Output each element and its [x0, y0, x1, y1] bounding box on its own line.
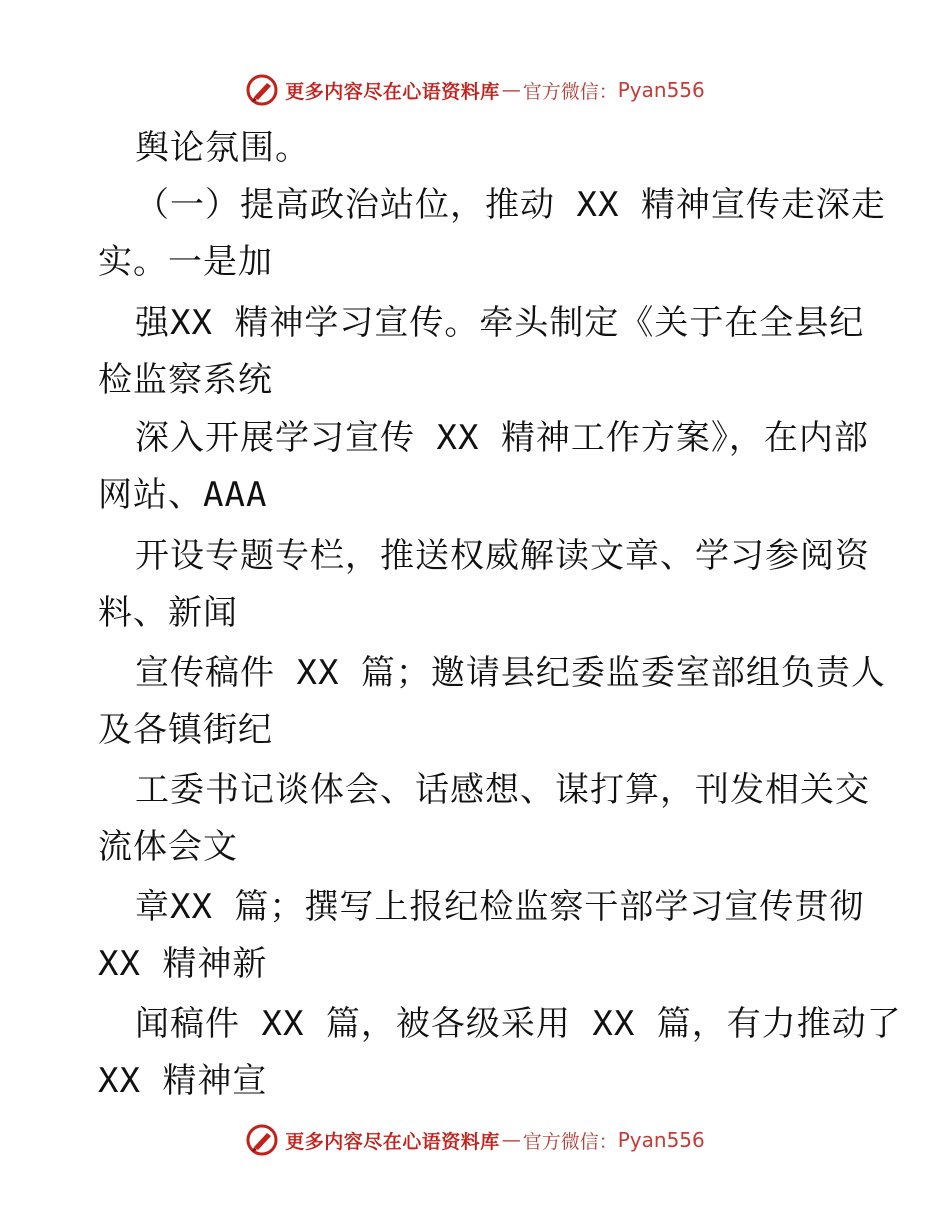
body-line: 实。一是加 [98, 242, 273, 282]
body-line: XX 精神宣 [98, 1061, 268, 1101]
body-line: 工委书记谈体会、话感想、谋打算，刊发相关交 [135, 770, 870, 810]
pen-logo-icon [245, 73, 279, 107]
watermark-label: 官方微信： [522, 80, 618, 103]
body-line: 强XX 精神学习宣传。牵头制定《关于在全县纪 [135, 303, 865, 343]
body-line: 闻稿件 XX 篇，被各级采用 XX 篇，有力推动了 [135, 1004, 902, 1044]
watermark-brand: 更多内容尽在心语资料库 [285, 1130, 500, 1153]
body-line: 章XX 篇；撰写上报纪检监察干部学习宣传贯彻 [135, 887, 865, 927]
body-line: 及各镇街纪 [98, 710, 273, 750]
body-line: 宣传稿件 XX 篇；邀请县纪委监委室部组负责人 [135, 653, 886, 693]
pen-logo-icon [245, 1123, 279, 1157]
header-watermark [0, 70, 950, 110]
body-line: 料、新闻 [98, 593, 238, 633]
body-line: XX 精神新 [98, 944, 268, 984]
footer-watermark [0, 1120, 950, 1160]
body-line: 检监察系统 [98, 360, 273, 400]
watermark-id: Pyan556 [617, 78, 705, 102]
body-line: 流体会文 [98, 827, 238, 867]
watermark-id: Pyan556 [617, 1128, 705, 1152]
watermark-separator: — [501, 79, 521, 101]
body-line: 深入开展学习宣传 XX 精神工作方案》，在内部 [135, 418, 869, 458]
watermark-brand: 更多内容尽在心语资料库 [285, 80, 500, 103]
watermark-label: 官方微信： [522, 1130, 618, 1153]
body-line: （一）提高政治站位，推动 XX 精神宣传走深走 [135, 185, 886, 225]
body-line: 网站、AAA [98, 475, 268, 515]
watermark-separator: — [501, 1129, 521, 1151]
body-line: 舆论氛围。 [135, 128, 310, 168]
body-line: 开设专题专栏，推送权威解读文章、学习参阅资 [135, 536, 870, 576]
